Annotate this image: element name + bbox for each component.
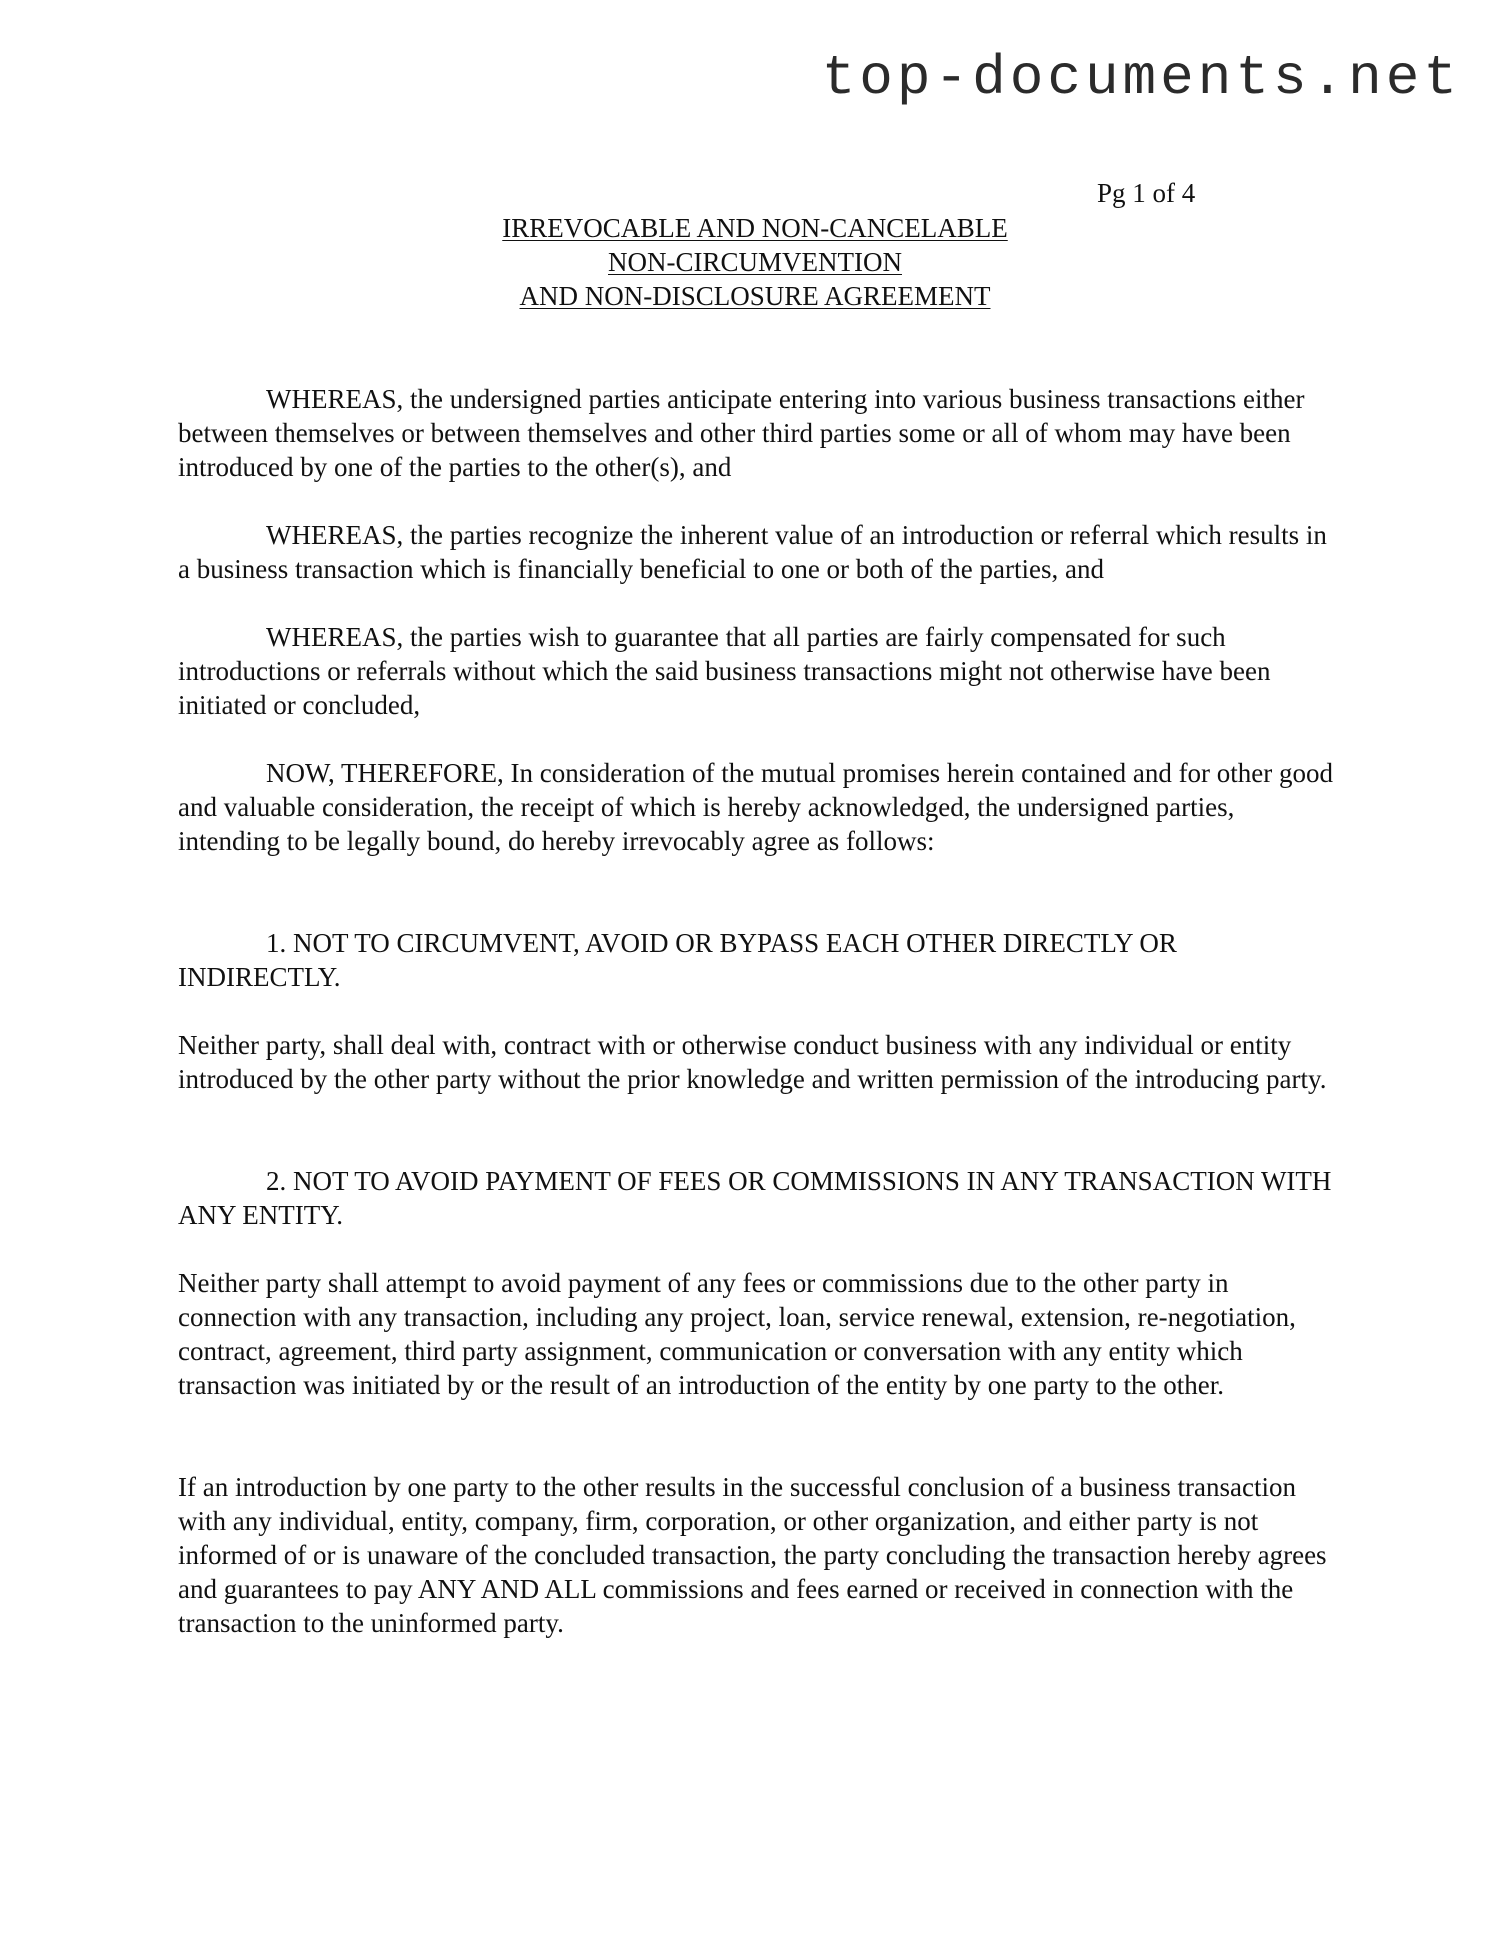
section-2-body: Neither party shall attempt to avoid payment of any fees or commissions due to the other party in connection with any transaction, including any project, loan, service renewal, extension, re-negotiation, contract, agreement, third party assignment, communication or conversation with any entity which transaction was initiated by or the result of an introduction of the entity by one party to the other. xyxy=(178,1268,1296,1400)
whereas-paragraph-3: WHEREAS, the parties wish to guarantee that all parties are fairly compensated for such introductions or referrals without which the said business transactions might not otherwise have been initiated or concluded, xyxy=(178,622,1271,720)
watermark: top-documents.net xyxy=(821,46,1461,110)
section-1-body: Neither party, shall deal with, contract with or otherwise conduct business with any individual or entity introduced by the other party without the prior knowledge and written permission of the introducing party. xyxy=(178,1030,1327,1094)
section-2-heading: 2. NOT TO AVOID PAYMENT OF FEES OR COMMISSIONS IN ANY TRANSACTION WITH ANY ENTITY. xyxy=(178,1166,1332,1230)
page-number: Pg 1 of 4 xyxy=(1097,178,1196,208)
whereas-paragraph-2: WHEREAS, the parties recognize the inherent value of an introduction or referral which results in a business transaction which is financially beneficial to one or both of the parties, and xyxy=(178,520,1327,584)
title-line-2: NON-CIRCUMVENTION xyxy=(608,247,902,277)
title-line-3: AND NON-DISCLOSURE AGREEMENT xyxy=(519,281,991,311)
section-1-heading: 1. NOT TO CIRCUMVENT, AVOID OR BYPASS EACH OTHER DIRECTLY OR INDIRECTLY. xyxy=(178,928,1177,992)
now-therefore-paragraph: NOW, THEREFORE, In consideration of the mutual promises herein contained and for other good and valuable consideration, the receipt of which is hereby acknowledged, the undersigned parties, intending to be legally bound, do hereby irrevocably agree as follows: xyxy=(178,758,1334,856)
whereas-paragraph-1: WHEREAS, the undersigned parties anticipate entering into various business transactions either between themselves or between themselves and other third parties some or all of whom may have been introduced by one of the parties to the other(s), and xyxy=(178,384,1305,482)
title-line-1: IRREVOCABLE AND NON-CANCELABLE xyxy=(502,213,1008,243)
section-2-body-2: If an introduction by one party to the other results in the successful conclusion of a business transaction with any individual, entity, company, firm, corporation, or other organization, and either party is not informed of or is unaware of the concluded transaction, the party concluding the transaction hereby agrees and guarantees to pay ANY AND ALL commissions and fees earned or received in connection with the transaction to the uninformed party. xyxy=(178,1472,1327,1638)
document-title xyxy=(360,211,1150,313)
